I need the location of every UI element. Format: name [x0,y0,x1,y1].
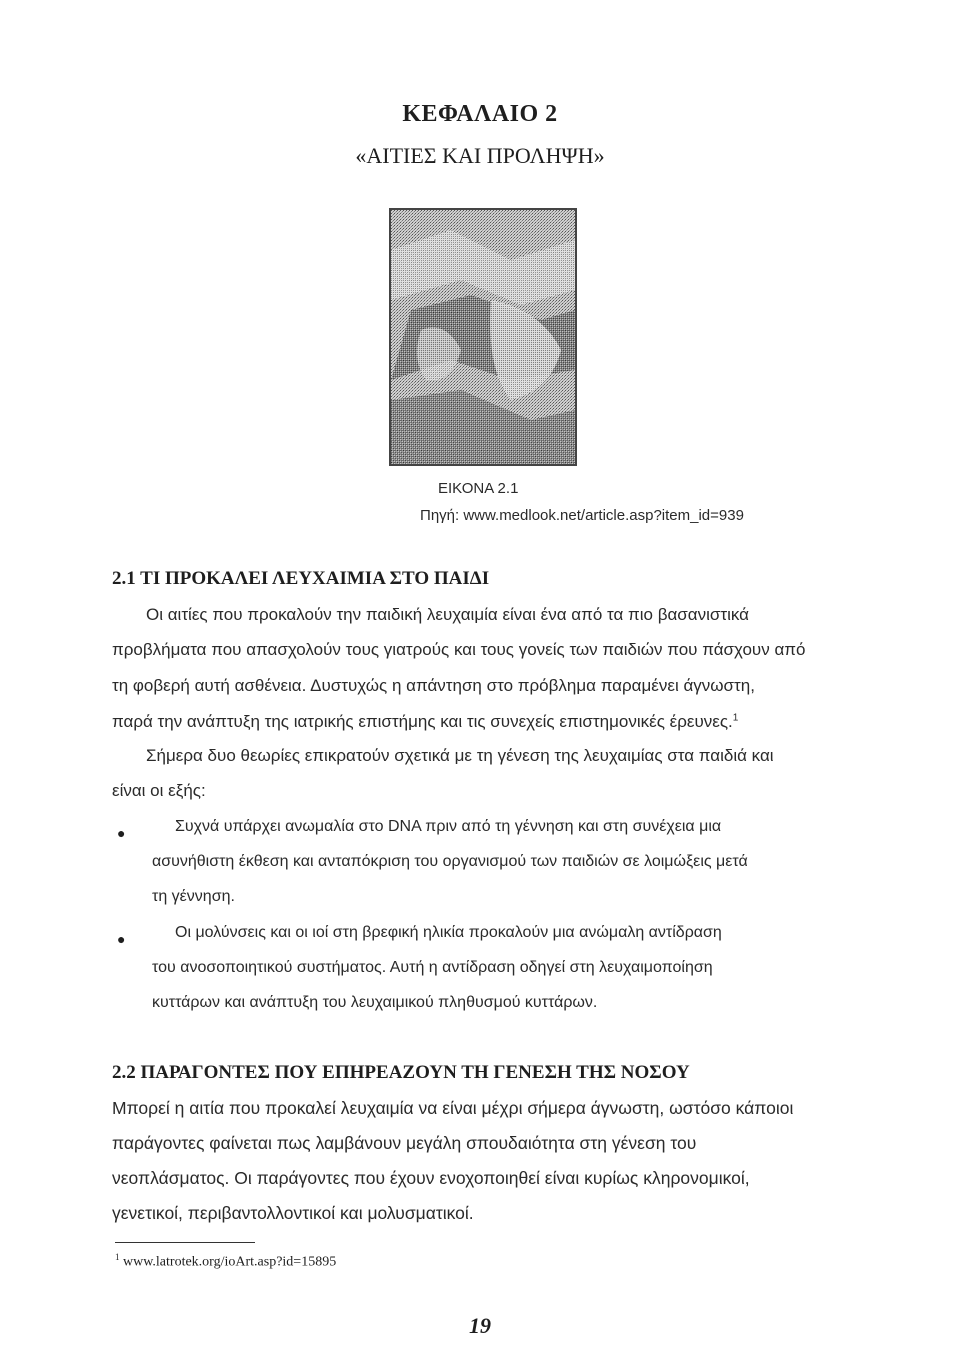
bullet-line: Οι μολύνσεις και οι ιοί στη βρεφική ηλικία προκαλούν μια ανώμαλη αντίδραση [175,924,722,941]
chapter-title: ΚΕΦΑΛΑΙΟ 2 [402,101,558,127]
footnote-reference: 1 [732,712,739,724]
bullet-line: τη γέννηση. [152,888,235,905]
section-2-line: γενετικοί, περιβαντολλοντικοί και μολυσματικοί. [112,1203,474,1223]
footnote-text: www.latrotek.org/ioArt.asp?id=15895 [123,1254,337,1270]
section-1-para2-line: Σήμερα δυο θεωρίες επικρατούν σχετικά με τη γένεση της λευχαιμίας στα παιδιά και [146,746,774,765]
bullet-line: κυττάρων και ανάπτυξη του λευχαιμικού πληθυσμού κυττάρων. [152,994,598,1011]
bullet-icon: ● [117,933,126,948]
chapter-subtitle: «ΑΙΤΙΕΣ ΚΑΙ ΠΡΟΛΗΨΗ» [355,143,605,168]
bullet-icon: ● [117,827,126,842]
section-1-line: Οι αιτίες που προκαλούν την παιδική λευχαιμία είναι ένα από τα πιο βασανιστικά [146,605,750,624]
section-2-line: Μπορεί η αιτία που προκαλεί λευχαιμία να είναι μέχρι σήμερα άγνωστη, ωστόσο κάποιοι [112,1098,794,1118]
figure-caption: ΕΙΚΟΝΑ 2.1 [438,480,519,497]
section-2-heading: 2.2 ΠΑΡΑΓΟΝΤΕΣ ΠΟΥ ΕΠΗΡΕΑΖΟΥΝ ΤΗ ΓΕΝΕΣΗ ΤΗΣ ΝΟΣΟΥ [112,1062,690,1083]
footnote-divider [115,1242,255,1243]
section-1-line-text: παρά την ανάπτυξη της ιατρικής επιστήμης και τις συνεχείς επιστημονικές έρευνες. [112,712,733,731]
page-number: 19 [469,1313,491,1338]
footnote-number: 1 [115,1252,120,1262]
bullet-line: του ανοσοποιητικού συστήματος. Αυτή η αντίδραση οδηγεί στη λευχαιμοποίηση [152,959,713,976]
figure-source: Πηγή: www.medlook.net/article.asp?item_id=939 [420,507,744,524]
section-1-para2-line: είναι οι εξής: [112,781,206,800]
section-1-line [112,712,738,732]
section-2-line: νεοπλάσματος. Οι παράγοντες που έχουν ενοχοποιηθεί είναι κυρίως κληρονομικοί, [112,1168,750,1188]
section-1-line: τη φοβερή αυτή ασθένεια. Δυστυχώς η απάντηση στο πρόβλημα παραμένει άγνωστη, [112,676,755,695]
section-2-line: παράγοντες φαίνεται πως λαμβάνουν μεγάλη σπουδαιότητα στη γένεση του [112,1133,697,1153]
figure-image [389,208,577,466]
section-1-heading: 2.1 ΤΙ ΠΡΟΚΑΛΕΙ ΛΕΥΧΑΙΜΙΑ ΣΤΟ ΠΑΙΔΙ [112,568,490,589]
footnote [115,1252,336,1271]
section-1-line: προβλήματα που απασχολούν τους γιατρούς και τους γονείς των παιδιών που πάσχουν από [112,640,806,659]
bullet-line: Συχνά υπάρχει ανωμαλία στο DNA πριν από τη γέννηση και στη συνέχεια μια [175,818,722,835]
bullet-line: ασυνήθιστη έκθεση και ανταπόκριση του οργανισμού των παιδιών σε λοιμώξεις μετά [152,853,748,870]
